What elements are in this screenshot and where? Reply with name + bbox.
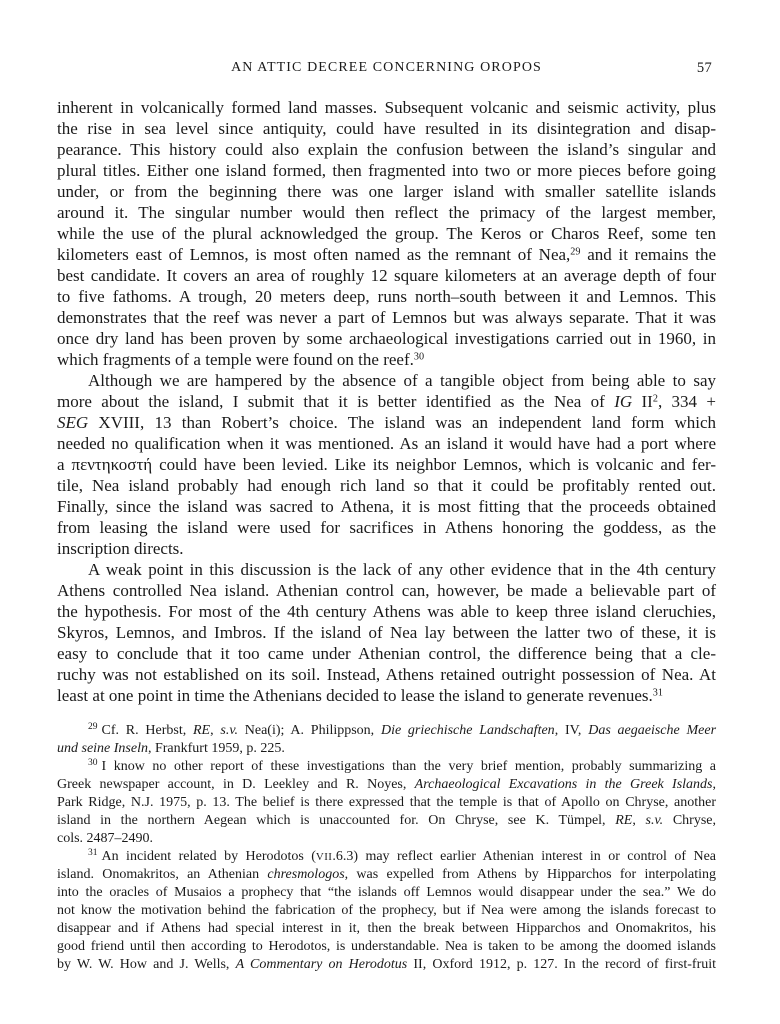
text-run: by W. W. How and J. Wells, xyxy=(57,957,236,972)
body-line xyxy=(57,118,716,139)
italic-text: s.v. xyxy=(220,723,238,738)
text-run: pearance. This history could also explain the confusion between the island’s singular and xyxy=(57,140,716,159)
footnote-line xyxy=(57,812,716,830)
text-run: , xyxy=(712,777,716,792)
body-line xyxy=(57,160,716,181)
italic-text: Die griechische Landschaften xyxy=(380,723,555,738)
text-run: XVIII, 13 than Robert’s choice. The island was an independent land form which xyxy=(88,413,716,432)
body-line xyxy=(57,370,716,391)
footnote-line xyxy=(57,794,716,812)
footnote xyxy=(57,848,716,974)
body-line xyxy=(57,244,716,265)
text-run: easy to conclude that it too came under Athenian control, the difference being that a cle- xyxy=(57,644,716,663)
body-line xyxy=(57,517,716,538)
footnote-line xyxy=(57,956,716,974)
text-run: .6.3) may reflect earlier Athenian interest in or control of Nea xyxy=(332,849,716,864)
text-run: demonstrates that the reef was never a part of Lemnos but was always separate. That it was xyxy=(57,308,716,327)
body-line xyxy=(57,622,716,643)
italic-text: Archaeological Excavations in the Greek Islands xyxy=(414,777,713,792)
body-line xyxy=(57,223,716,244)
body-line xyxy=(57,202,716,223)
text-run: best candidate. It covers an area of roughly 12 square kilometers at an average depth of four xyxy=(57,266,716,285)
running-title: AN ATTIC DECREE CONCERNING OROPOS xyxy=(231,60,542,75)
text-run: which fragments of a temple were found on the reef. xyxy=(57,350,414,369)
footnote-line xyxy=(57,740,716,758)
body-line xyxy=(57,307,716,328)
text-run: around it. The singular number would then reflect the primacy of the largest member, xyxy=(57,203,716,222)
text-run: good friend until then according to Herodotos, is understandable. Nea is taken to be among the doomed islands xyxy=(57,939,716,954)
text-run: disappear and if Athens had special interest in it, then the break between Hipparchos and Onomakritos, his xyxy=(57,921,716,936)
text-run: while the use of the plural acknowledged the group. The Keros or Charos Reef, some ten xyxy=(57,224,716,243)
footnote-line xyxy=(57,884,716,902)
text-run: into the oracles of Musaios a prophecy that “the islands off Lemnos would disappear under the sea.” We do xyxy=(57,885,716,900)
text-run: Although we are hampered by the absence of a tangible object from being able to say xyxy=(88,371,716,390)
body-line xyxy=(57,139,716,160)
text-run: to five fathoms. A trough, 20 meters deep, runs north–south between it and Lemnos. This xyxy=(57,287,716,306)
footnotes xyxy=(57,722,716,974)
footnote-number: 30 xyxy=(88,758,98,769)
running-head xyxy=(57,60,716,76)
italic-text: RE xyxy=(615,813,633,828)
text-run: , 334 + xyxy=(657,392,716,411)
text-run: the rise in sea level since antiquity, could have resulted in its disintegration and disap- xyxy=(57,119,716,138)
footnote xyxy=(57,722,716,758)
text-run: inscription directs. xyxy=(57,539,184,558)
body-line xyxy=(57,328,716,349)
greek-word: πεντηκοστή xyxy=(71,455,153,474)
paragraph xyxy=(57,370,716,559)
footnote-line xyxy=(57,830,716,848)
text-run: Chryse, xyxy=(663,813,716,828)
text-run: kilometers east of Lemnos, is most often named as the remnant of Nea, xyxy=(57,245,571,264)
small-caps-text: VII xyxy=(315,851,333,863)
text-run: once dry land has been proven by some archaeological investigations carried out in 1960, in xyxy=(57,329,716,348)
text-run: from leasing the island were used for sacrifices in Athens honoring the goddess, as the xyxy=(57,518,716,537)
page-number: 57 xyxy=(696,60,712,76)
text-run: Park Ridge, N.J. 1975, p. 13. The belief is there expressed that the temple is that of Apollo on Chryse, another xyxy=(57,795,716,810)
text-run: , xyxy=(632,813,646,828)
body-line xyxy=(57,664,716,685)
footnote-line xyxy=(57,722,716,740)
body-line xyxy=(57,454,716,475)
body-line xyxy=(57,601,716,622)
text-run: II xyxy=(632,392,653,411)
text-run: Nea(i); A. Philippson, xyxy=(238,723,381,738)
text-run: , was expelled from Athens by Hipparchos for interpolating xyxy=(344,867,716,882)
italic-text: und seine Inseln xyxy=(57,741,148,756)
body-line xyxy=(57,349,716,370)
text-run: least at one point in time the Athenians decided to lease the island to generate revenues. xyxy=(57,686,653,705)
body-line xyxy=(57,433,716,454)
text-run: island in the northern Aegean which is unaccounted for. On Chryse, see K. Tümpel, xyxy=(57,813,616,828)
body-line xyxy=(57,181,716,202)
footnote-reference: 31 xyxy=(652,687,663,699)
text-run: , xyxy=(210,723,221,738)
text-run: Skyros, Lemnos, and Imbros. If the island of Nea lay between the latter two of these, it is xyxy=(57,623,716,642)
text-run: the hypothesis. For most of the 4th century Athens was able to keep three island cleruchies, xyxy=(57,602,716,621)
body-line xyxy=(57,412,716,433)
body-line xyxy=(57,538,716,559)
italic-text: RE xyxy=(192,723,211,738)
footnote-reference: 2 xyxy=(652,393,658,405)
text-run: island. Onomakritos, an Athenian xyxy=(57,867,268,882)
text-run: Athens controlled Nea island. Athenian control can, however, be made a believable part of xyxy=(57,581,716,600)
paragraph xyxy=(57,559,716,706)
text-run: cols. 2487–2490. xyxy=(57,831,154,846)
paragraph xyxy=(57,97,716,370)
body-line xyxy=(57,286,716,307)
body-text xyxy=(57,97,716,706)
footnote-line xyxy=(57,920,716,938)
italic-text: A Commentary on Herodotus xyxy=(235,957,408,972)
body-line xyxy=(57,685,716,706)
footnote-number: 31 xyxy=(88,848,98,859)
text-run: I know no other report of these investigations than the very brief mention, probably summarizing a xyxy=(101,759,716,774)
footnote-line xyxy=(57,848,716,866)
body-line xyxy=(57,265,716,286)
italic-text: chresmologos xyxy=(267,867,345,882)
text-run: Greek newspaper account, in D. Leekley and R. Noyes, xyxy=(57,777,415,792)
text-run: ruchy was not established on its soil. Instead, Athens retained outright possession of Nea. At xyxy=(57,665,716,684)
text-run: inherent in volcanically formed land masses. Subsequent volcanic and seismic activity, plus xyxy=(57,98,716,117)
footnote-line xyxy=(57,866,716,884)
italic-text: IG xyxy=(614,392,633,411)
footnote-reference: 30 xyxy=(413,351,425,363)
body-line xyxy=(57,475,716,496)
text-run: and it remains the xyxy=(580,245,716,264)
text-run: plural titles. Either one island formed, then fragmented into two or more pieces before going xyxy=(57,161,716,180)
text-run: under, or from the beginning there was one larger island with smaller satellite islands xyxy=(57,182,716,201)
text-run: needed no qualification when it was mentioned. As an island it would have had a port where xyxy=(57,434,716,453)
footnote-number: 29 xyxy=(88,722,98,733)
text-run: II, Oxford 1912, p. 127. In the record of first-fruit xyxy=(407,957,717,972)
text-run: An incident related by Herodotos ( xyxy=(101,849,316,864)
text-run: Cf. R. Herbst, xyxy=(101,723,193,738)
text-run: more about the island, I submit that it is better identified as the Nea of xyxy=(57,392,615,411)
footnote-line xyxy=(57,938,716,956)
footnote-line xyxy=(57,758,716,776)
text-run: tile, Nea island probably had enough rich land so that it could be profitably rented out. xyxy=(57,476,716,495)
footnote-reference: 29 xyxy=(570,246,581,258)
body-line xyxy=(57,97,716,118)
body-line xyxy=(57,580,716,601)
footnote-line xyxy=(57,776,716,794)
italic-text: SEG xyxy=(57,413,89,432)
text-run: a xyxy=(57,455,72,474)
text-run: Finally, since the island was sacred to Athena, it is most fitting that the proceeds obtained xyxy=(57,497,716,516)
italic-text: s.v. xyxy=(645,813,664,828)
body-line xyxy=(57,643,716,664)
footnote xyxy=(57,758,716,848)
text-run: , IV, xyxy=(554,723,589,738)
italic-text: Das aegaeische Meer xyxy=(588,723,717,738)
text-run: A weak point in this discussion is the lack of any other evidence that in the 4th century xyxy=(88,560,716,579)
body-line xyxy=(57,391,716,412)
body-line xyxy=(57,496,716,517)
body-line xyxy=(57,559,716,580)
footnote-line xyxy=(57,902,716,920)
text-run: , Frankfurt 1959, p. 225. xyxy=(147,741,285,756)
text-run: not know the motivation behind the fabrication of the prophecy, but if Nea were among the islands forecast to xyxy=(57,903,716,918)
text-run: could have been levied. Like its neighbor Lemnos, which is volcanic and fer- xyxy=(152,455,716,474)
